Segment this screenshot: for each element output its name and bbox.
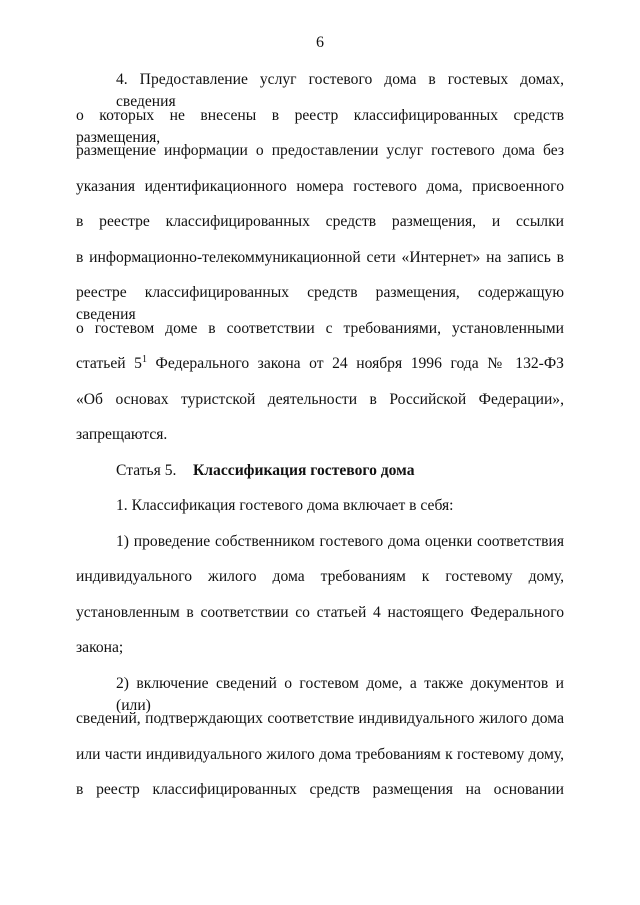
- sub1-line-4: закона;: [76, 639, 124, 656]
- sub1-line-1: 1) проведение собственником гостевого дома оценки соответствия: [116, 532, 564, 550]
- sub2-line-3: или части индивидуального жилого дома требованиям к гостевому дому,: [76, 745, 564, 763]
- article-heading: [76, 460, 564, 496]
- document-body: [76, 69, 564, 815]
- item4-line-9-superscript: 1: [141, 354, 147, 365]
- item4-line-9-end: Федерального закона от 24 ноября 1996 года № 132-ФЗ: [146, 355, 564, 372]
- item4-line-4: указания идентификационного номера гостевого дома, присвоенного: [76, 177, 564, 195]
- clause1-intro: 1. Классификация гостевого дома включает в себя:: [116, 497, 454, 514]
- item4-line-1: 4. Предоставление услуг гостевого дома в гостевых домах, сведения: [116, 71, 564, 110]
- sub1-line-2: индивидуального жилого дома требованиям к гостевому дому,: [76, 568, 564, 585]
- article-label: Статья 5.: [116, 461, 177, 479]
- item4-line-3: размещение информации о предоставлении услуг гостевого дома без: [76, 142, 564, 159]
- item4-line-10: «Об основах туристской деятельности в Российской Федерации»,: [76, 390, 564, 408]
- item4-line-2: о которых не внесены в реестр классифицированных средств размещения,: [76, 106, 564, 146]
- item4-line-9: [76, 353, 564, 389]
- article-title: Классификация гостевого дома: [193, 461, 415, 479]
- item4-line-9-start: статьей 5: [76, 355, 142, 372]
- item4-line-6: в информационно-телекоммуникационной сети «Интернет» на запись в: [76, 248, 564, 266]
- sub1-line-3: установленным в соответствии со статьей 4 настоящего Федерального: [76, 603, 564, 621]
- item4-line-11: запрещаются.: [76, 426, 168, 443]
- item4-line-7: реестре классифицированных средств размещения, содержащую сведения: [76, 284, 564, 323]
- sub2-line-2: сведений, подтверждающих соответствие индивидуального жилого дома: [76, 710, 564, 727]
- sub2-line-4: в реестр классифицированных средств размещения на основании: [76, 781, 564, 798]
- item4-line-8: о гостевом доме в соответствии с требованиями, установленными: [76, 319, 564, 337]
- item4-line-5: в реестре классифицированных средств размещения, и ссылки: [76, 213, 564, 230]
- page-number: 6: [316, 34, 324, 51]
- sub2-line-1: 2) включение сведений о гостевом доме, а также документов и (или): [116, 674, 564, 714]
